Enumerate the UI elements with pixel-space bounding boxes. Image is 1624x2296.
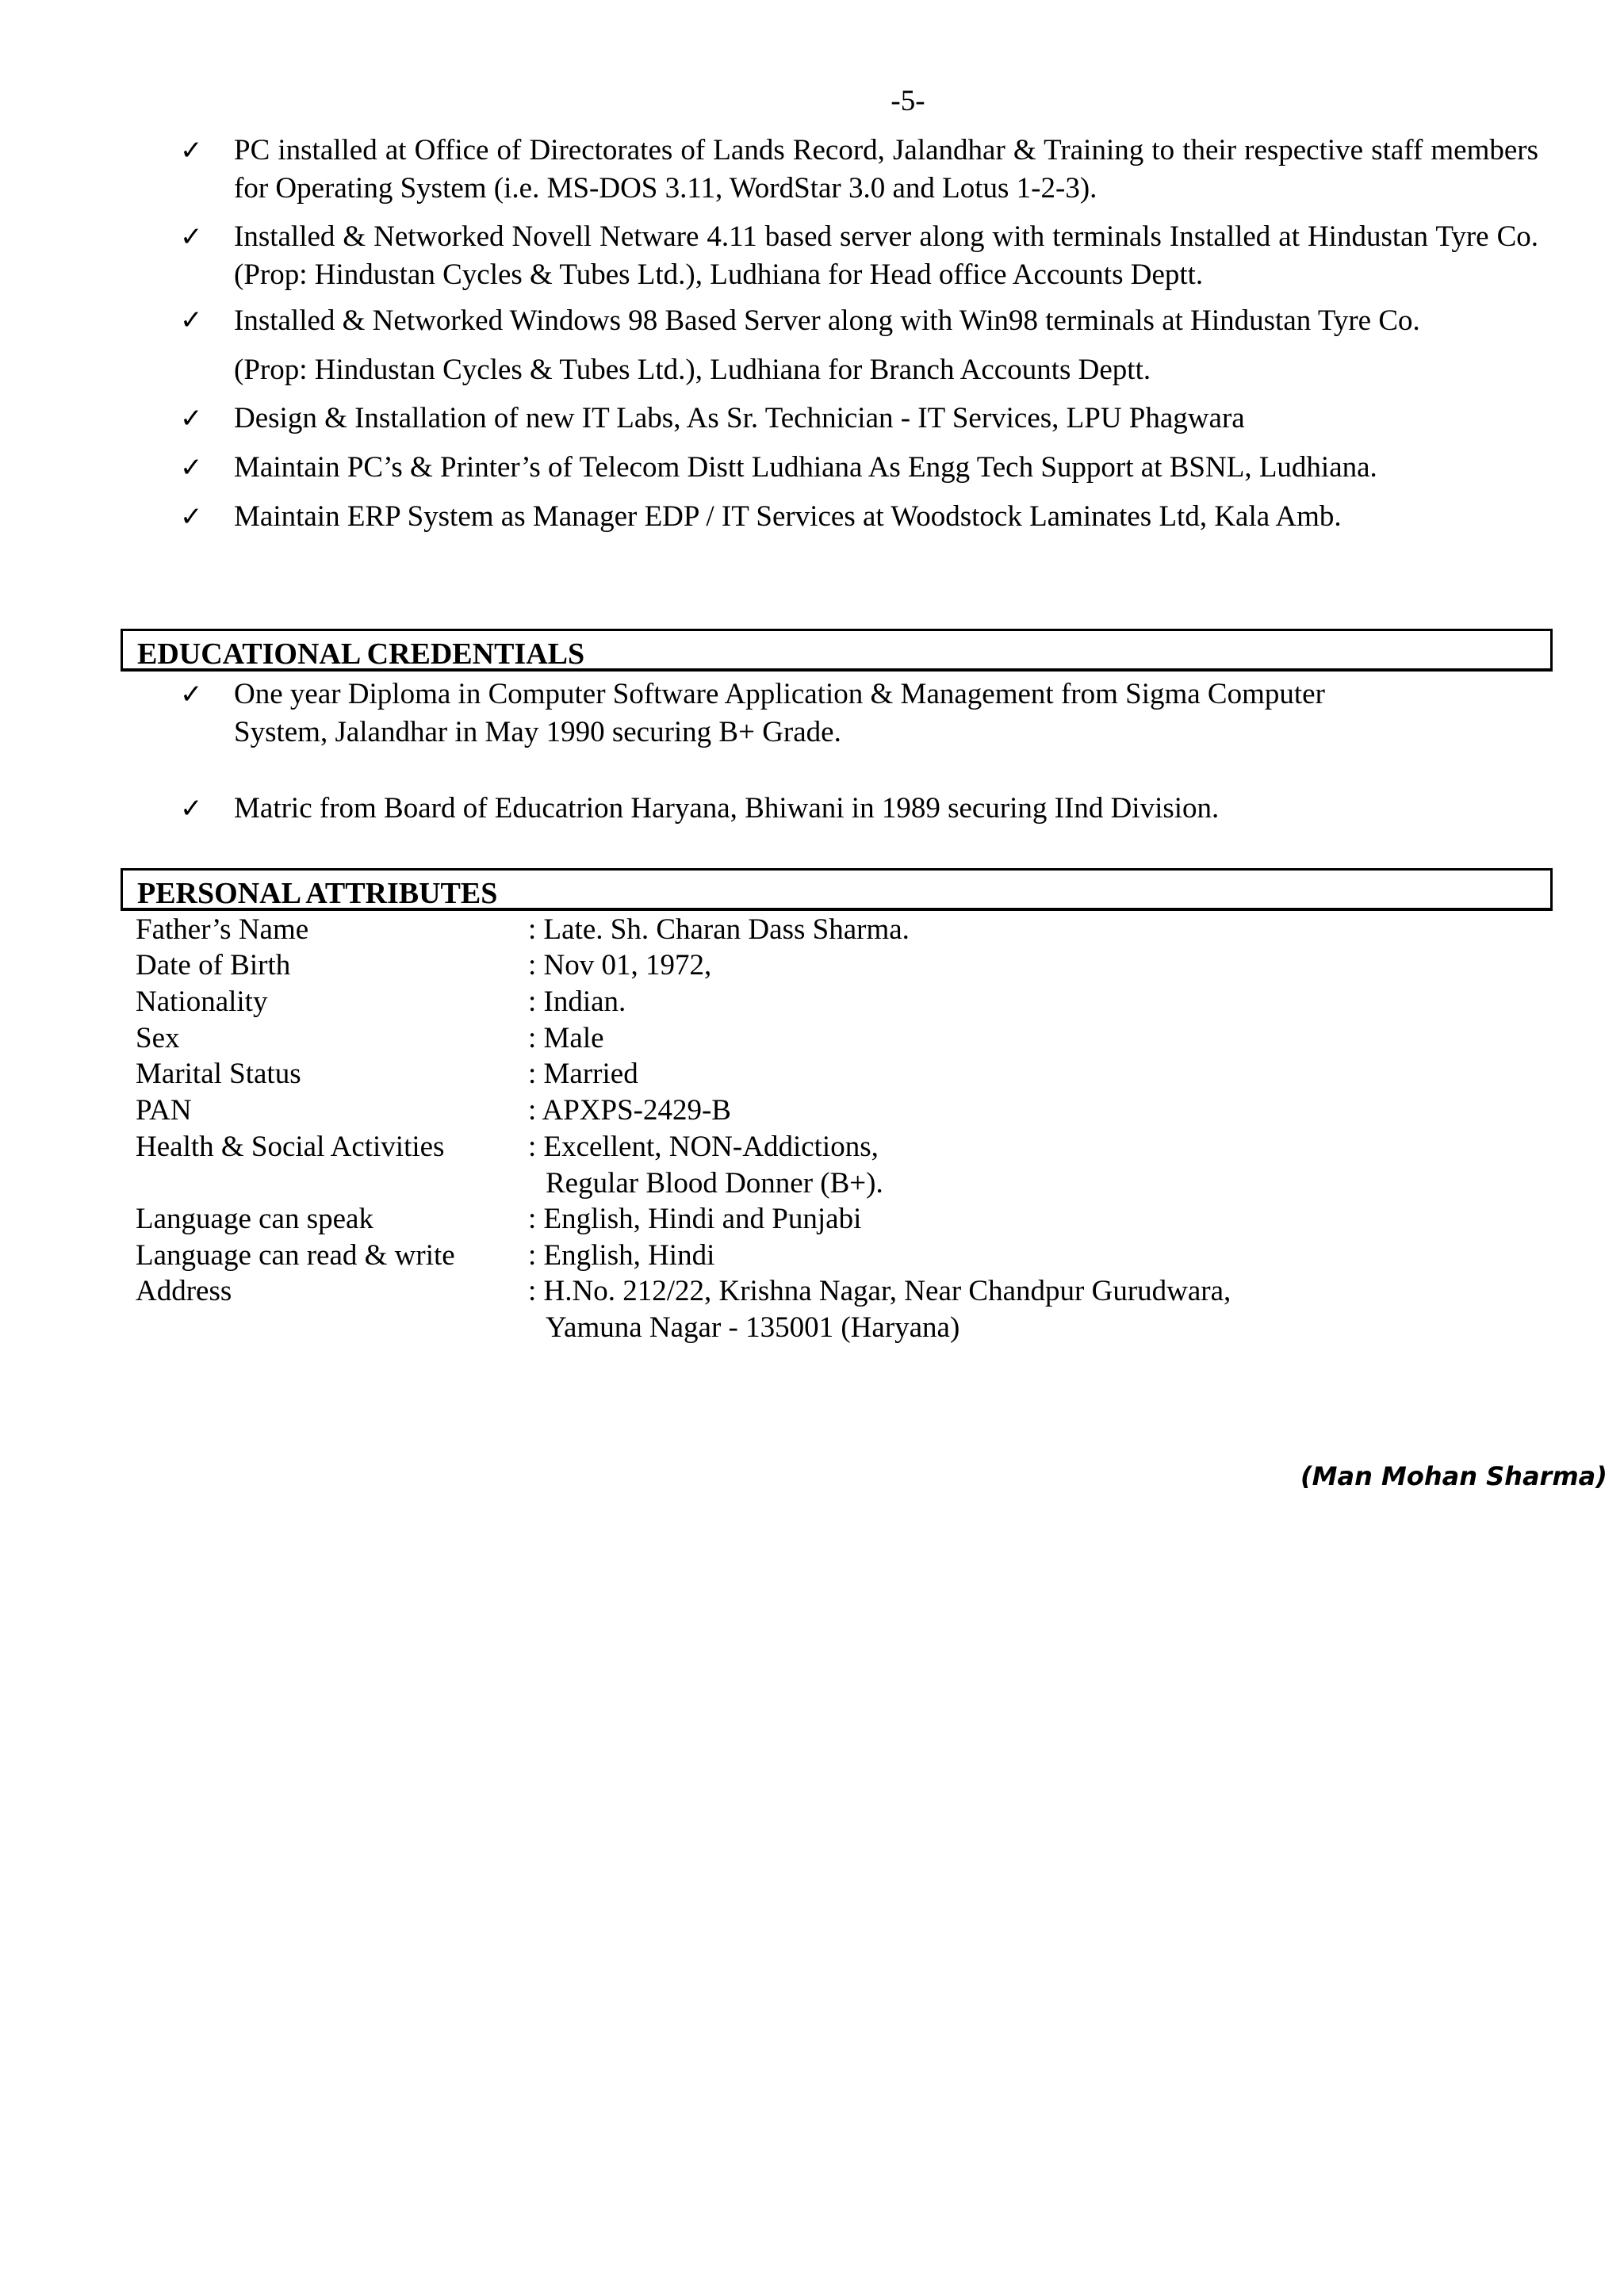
checkmark-icon: ✓ <box>180 304 203 336</box>
signature: (Man Mohan Sharma) <box>1300 1461 1607 1491</box>
attribute-value: : H.No. 212/22, Krishna Nagar, Near Chandpur Gurudwara, Yamuna Nagar - 135001 (Haryana) <box>528 1275 1231 1344</box>
attribute-label: Sex <box>136 1022 180 1054</box>
attribute-label: Date of Birth <box>136 949 291 982</box>
attribute-value: : Married <box>528 1058 638 1090</box>
list-item-text: Matric from Board of Educatrion Haryana, Bhiwani in 1989 securing IInd Division. <box>234 792 1220 825</box>
list-item-text: Maintain ERP System as Manager EDP / IT Services at Woodstock Laminates Ltd, Kala Amb. <box>234 500 1342 533</box>
attribute-value: : APXPS-2429-B <box>528 1094 731 1127</box>
list-item-text: Installed & Networked Novell Netware 4.11 based server along with terminals Installed at Hindustan Tyre Co. (Prop: Hindustan Cycles & Tubes Ltd.), Ludhiana for Head office Accounts Deptt. <box>234 220 1538 291</box>
attribute-value: : Late. Sh. Charan Dass Sharma. <box>528 913 910 946</box>
section-title: PERSONAL ATTRIBUTES <box>137 877 498 910</box>
attribute-label: Marital Status <box>136 1058 301 1090</box>
attribute-value: : Nov 01, 1972, <box>528 949 712 982</box>
checkmark-icon: ✓ <box>180 501 203 533</box>
section-title: EDUCATIONAL CREDENTIALS <box>137 637 585 671</box>
attribute-label: Father’s Name <box>136 913 309 946</box>
attribute-label: Health & Social Activities <box>136 1131 445 1163</box>
list-item-text: Design & Installation of new IT Labs, As Sr. Technician - IT Services, LPU Phagwara <box>234 402 1245 434</box>
attribute-label: Language can read & write <box>136 1239 455 1272</box>
attribute-label: Address <box>136 1275 232 1307</box>
checkmark-icon: ✓ <box>180 793 203 825</box>
attribute-value: : English, Hindi <box>528 1239 715 1272</box>
list-item-text: Installed & Networked Windows 98 Based Server along with Win98 terminals at Hindustan Tyre Co. (Prop: Hindustan Cycles & Tubes Ltd.), Ludhiana for Branch Accounts Deptt. <box>234 304 1420 386</box>
list-item-text: Maintain PC’s & Printer’s of Telecom Distt Ludhiana As Engg Tech Support at BSNL, Ludhiana. <box>234 451 1377 484</box>
checkmark-icon: ✓ <box>180 452 203 484</box>
checkmark-icon: ✓ <box>180 679 203 710</box>
attribute-label: Language can speak <box>136 1203 373 1235</box>
attribute-label: PAN <box>136 1094 192 1127</box>
page-number: -5- <box>891 85 925 117</box>
education-section-header <box>121 629 1553 672</box>
checkmark-icon: ✓ <box>180 403 203 434</box>
personal-section-header <box>121 868 1553 911</box>
attribute-value: : Indian. <box>528 985 626 1018</box>
attribute-value: : Male <box>528 1022 604 1054</box>
attribute-value: : English, Hindi and Punjabi <box>528 1203 862 1235</box>
list-item-text: PC installed at Office of Directorates of Lands Record, Jalandhar & Training to their respective staff members for Operating System (i.e. MS-DOS 3.11, WordStar 3.0 and Lotus 1-2-3). <box>234 134 1538 205</box>
checkmark-icon: ✓ <box>180 221 203 253</box>
attribute-label: Nationality <box>136 985 268 1018</box>
checkmark-icon: ✓ <box>180 135 203 166</box>
list-item-text: One year Diploma in Computer Software Application & Management from Sigma Computer System, Jalandhar in May 1990 securing B+ Grade. <box>234 678 1325 748</box>
attribute-value: : Excellent, NON-Addictions, Regular Blood Donner (B+). <box>528 1131 883 1200</box>
